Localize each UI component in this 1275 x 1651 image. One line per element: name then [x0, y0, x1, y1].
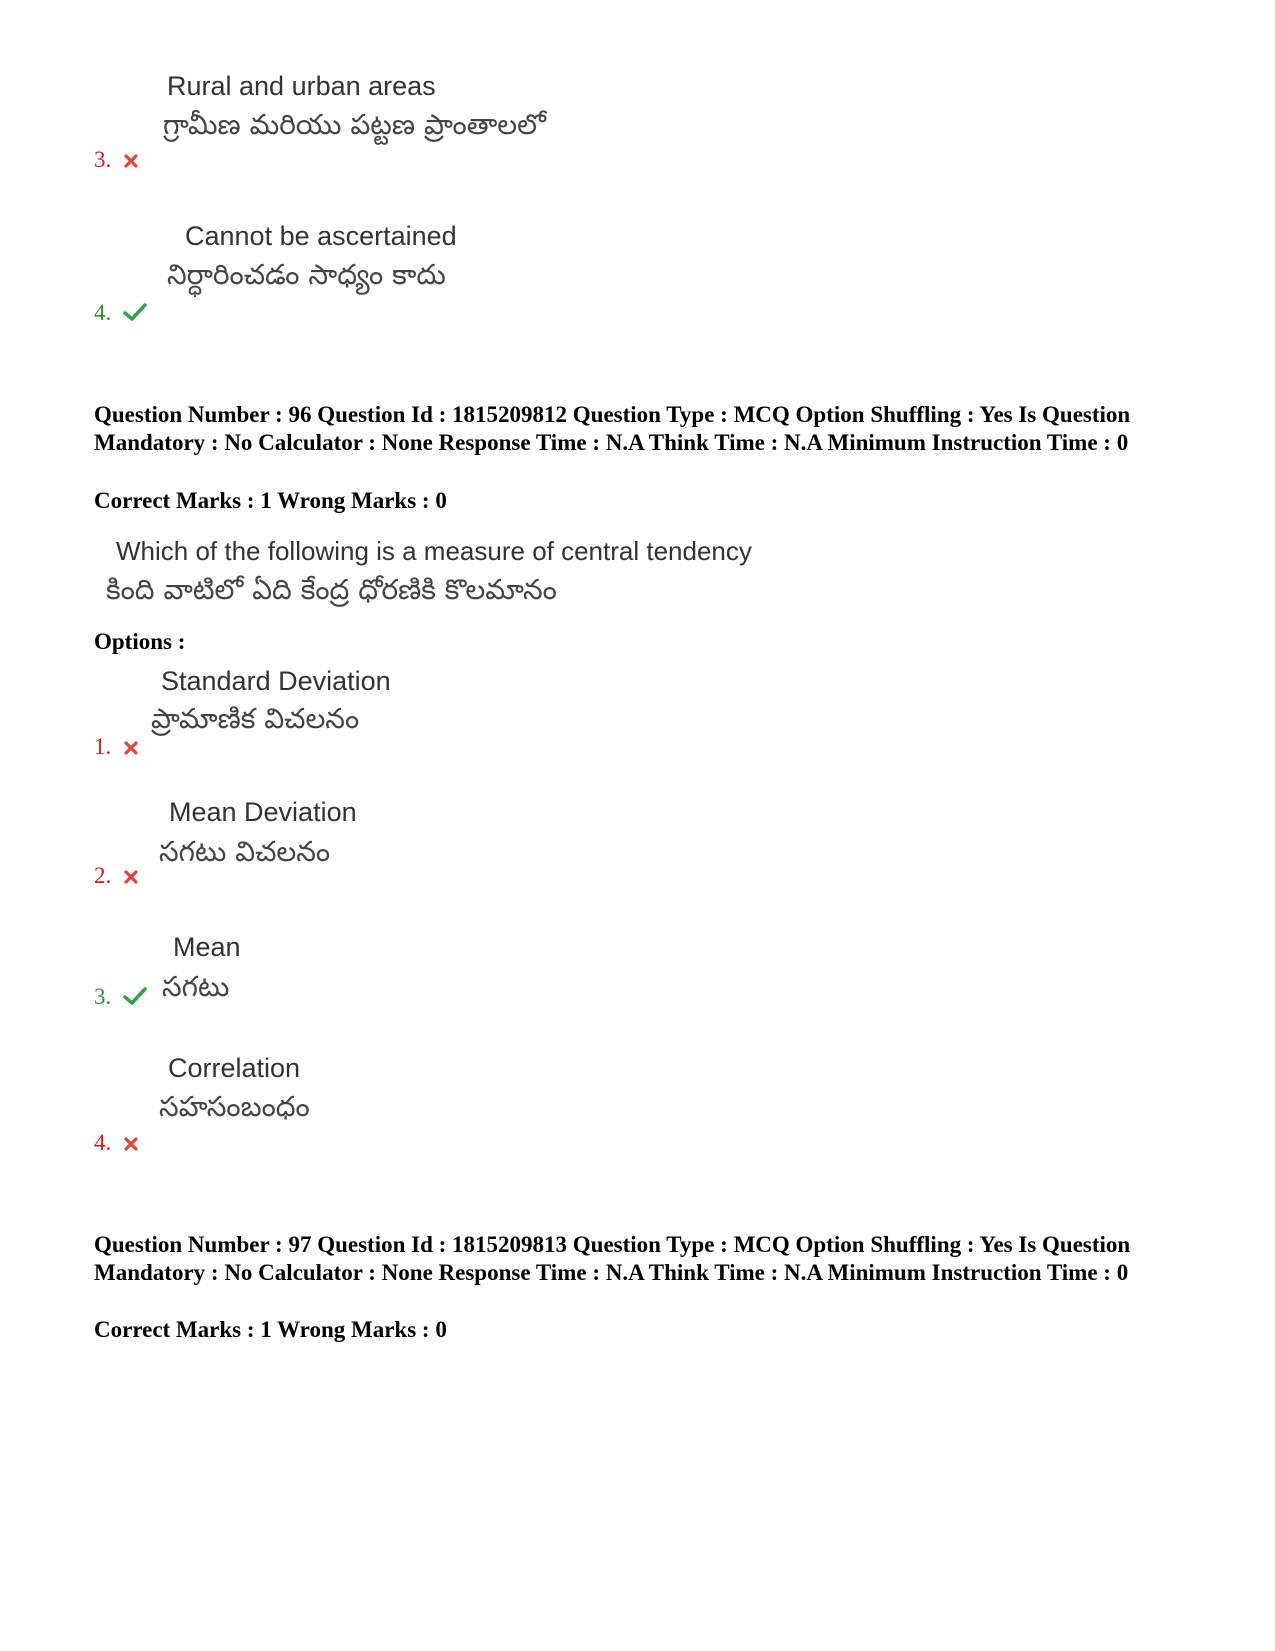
question-marks: Correct Marks : 1 Wrong Marks : 0	[94, 488, 447, 513]
option-number	[94, 984, 147, 1012]
option-en: Correlation	[168, 1053, 301, 1083]
option-number	[94, 1130, 139, 1158]
cross-icon	[123, 149, 139, 175]
cross-icon	[123, 1132, 139, 1158]
check-icon	[123, 302, 147, 328]
option-te: సహసంబంధం	[159, 1090, 310, 1123]
option-en: Mean	[173, 932, 241, 962]
option-en: Standard Deviation	[161, 666, 391, 696]
options-label: Options :	[94, 629, 186, 654]
option-number-text: 3.	[94, 984, 112, 1009]
option-number	[94, 300, 147, 328]
option-en: Mean Deviation	[169, 797, 357, 827]
option-number	[94, 863, 139, 891]
option-te: సగటు	[162, 970, 230, 1003]
option-te: ప్రామాణిక విచలనం	[151, 702, 360, 735]
cross-icon	[123, 736, 139, 762]
option-te: నిర్ధారించడం సాధ్యం కాదు	[167, 258, 446, 291]
question-meta: Question Number : 97 Question Id : 1815209813 Question Type : MCQ Option Shuffling : Yes Is Question Mandatory : No Calculator : None Response Time : N.A Think Time : N.A Minimum Instruction Time : 0	[94, 1232, 1131, 1285]
question-meta: Question Number : 96 Question Id : 1815209812 Question Type : MCQ Option Shuffling : Yes Is Question Mandatory : No Calculator : None Response Time : N.A Think Time : N.A Minimum Instruction Time : 0	[94, 402, 1131, 455]
question-text-te: కింది వాటిలో ఏది కేంద్ర ధోరణికి కొలమానం	[106, 573, 557, 606]
option-number-text: 2.	[94, 863, 112, 888]
option-te: గ్రామీణ మరియు పట్టణ ప్రాంతాలలో	[163, 108, 546, 141]
check-icon	[123, 986, 147, 1012]
question-text-en: Which of the following is a measure of central tendency	[116, 536, 752, 566]
option-en: Rural and urban areas	[167, 71, 436, 101]
option-en: Cannot be ascertained	[185, 221, 457, 251]
cross-icon	[123, 865, 139, 891]
option-number-text: 3.	[94, 147, 112, 172]
option-number	[94, 147, 139, 175]
option-te: సగటు విచలనం	[159, 835, 331, 868]
option-number-text: 4.	[94, 300, 112, 325]
question-marks: Correct Marks : 1 Wrong Marks : 0	[94, 1317, 447, 1342]
option-number-text: 1.	[94, 734, 112, 759]
option-number-text: 4.	[94, 1130, 112, 1155]
option-number	[94, 734, 139, 762]
